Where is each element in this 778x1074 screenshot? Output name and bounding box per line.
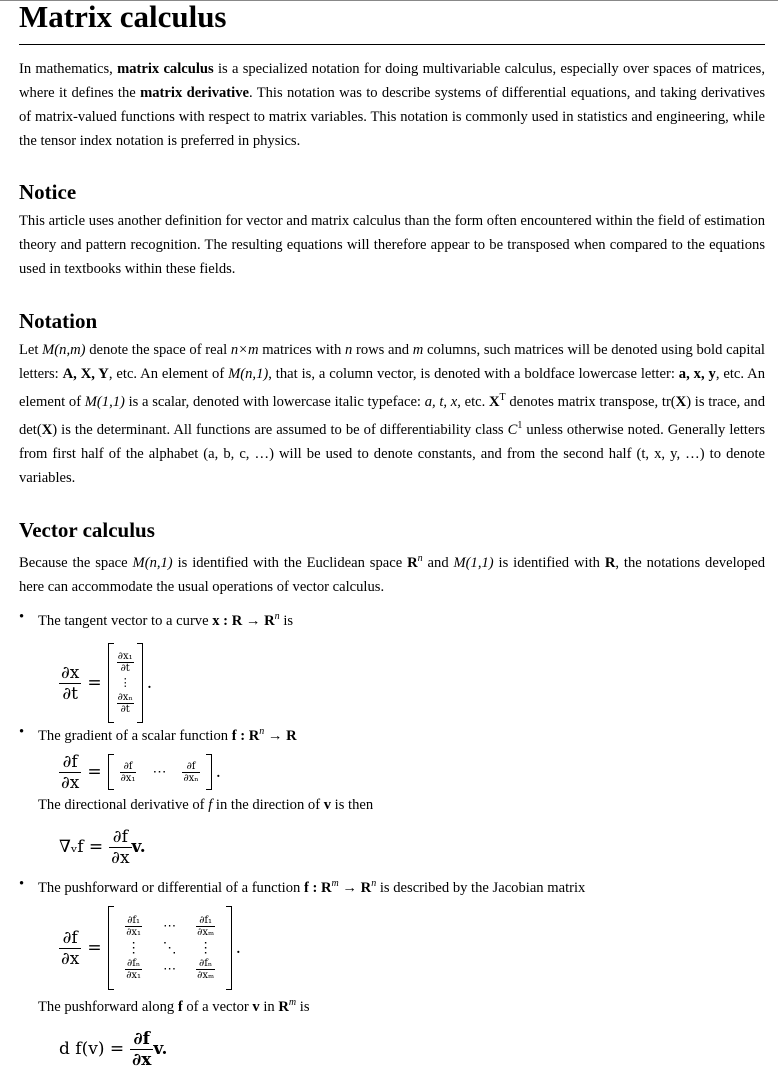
bold-term-matrix-derivative: matrix derivative	[140, 85, 249, 101]
list-item-tangent: • The tangent vector to a curve x : $R \to R^n$ is	[19, 605, 765, 633]
article	[19, 0, 765, 1074]
pushforward-text: The pushforward along f of a vector v in $R^m$ is	[38, 997, 310, 1016]
equation-pushforward: d f(v) = $\frac{\partial f}{\partial x}$ v.	[59, 1028, 168, 1070]
heading-vector-calculus: Vector calculus	[19, 517, 155, 542]
vector-paragraph: Because the space M(n,1) is identified with the Euclidean space $R^n$ and M(1,1) is identified with R, the notations developed here can accommodate the usual operations of vector calculus.	[19, 552, 765, 595]
list-item-pushforward: • The pushforward or differential of a function f : $R^m \to R^n$ is described by the Jacobian matrix	[19, 872, 765, 900]
notice-paragraph: This article uses another definition for vector and matrix calculus than the form often encountered within the field of estimation theory and pattern recognition. The resulting equations will therefore appear to be transposed when compared to the equations used in textbooks within these fields.	[19, 213, 765, 277]
notation-paragraph: Let M(n,m) denote the space of real n×m matrices with n rows and m columns, such matrices will be denoted using bold capital letters: A, X, Y, etc. An element of M(n,1), that is, a column vector, is denoted with a boldface lowercase letter: a, x, y, etc. An element of M(1,1) is a scalar, denoted with lowercase italic typeface: a, t, x, etc. $X^T$ denotes matrix transpose, tr(X) is trace, and det(X) is the determinant. All functions are assumed to be of differentiability class $C^1$ unless otherwise noted. Generally letters from first half of the alphabet (a, b, c, …) will be used to denote constants, and from the second half (t, x, y, …) to denote variables.	[19, 342, 765, 486]
equation-jacobian: $\frac{\partial f}{\partial x}$ = $\frac{\text{∂f₁}}{\text{∂x₁}}$ ⋯ $\frac{\text{∂f₁}}{\text{∂xₘ}}$ ⋮ ⋱ ⋮ $\frac{\text{∂fₙ}}{\text{∂x₁}}$ ⋯ $\frac{\text{∂fₙ}}{\text{∂xₘ}}$ .	[59, 904, 765, 992]
vector-list	[19, 605, 765, 633]
equation-tangent: $\frac{\partial x}{\partial t}$ = ∂x₁ ∂t ⋮ ∂xₙ ∂t .	[59, 642, 765, 724]
bold-term-matrix-calculus: matrix calculus	[117, 61, 214, 77]
intro-paragraph: In mathematics, matrix calculus is a specialized notation for doing multivariable calculus, especially over spaces of matrices, where it defines the matrix derivative. This notation was to describe systems of differential equations, and taking derivatives of matrix-valued functions with respect to matrix variables. This notation is commonly used in statistics and engineering, while the tensor index notation is preferred in physics.	[19, 61, 766, 149]
heading-notation: Notation	[19, 309, 98, 333]
heading-notice: Notice	[19, 180, 77, 204]
directional-text: The directional derivative of f in the direction of v is then	[38, 797, 374, 814]
equation-gradient: $\frac{\partial f}{\partial x}$ = ∂f ∂x₁ ⋯ ∂f ∂xₙ .	[61, 751, 222, 793]
page-title: Matrix calculus	[19, 0, 765, 45]
list-item-gradient: • The gradient of a scalar function f : $R^n \to R$	[19, 720, 765, 748]
equation-directional: ∇ᵥf = $\frac{\partial f}{\partial x}$ v.	[59, 826, 146, 868]
